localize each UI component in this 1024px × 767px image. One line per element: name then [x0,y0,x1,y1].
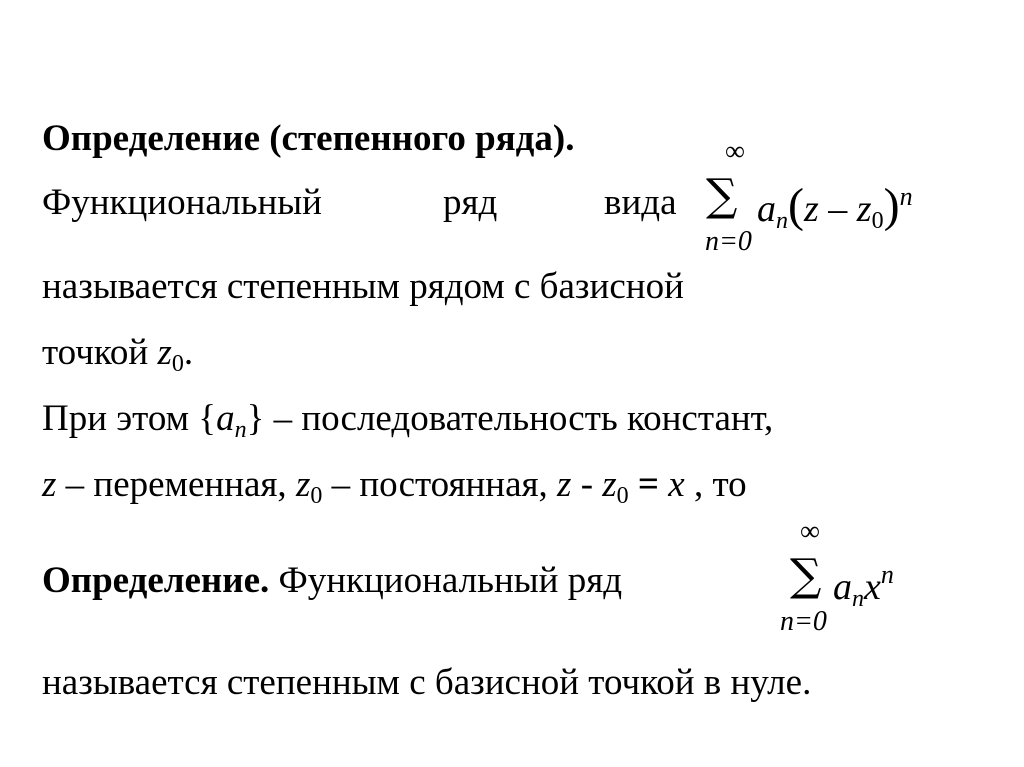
sum-symbol: ∑ [706,170,738,221]
definition-2-line1 [42,562,622,599]
l2-z0: z [295,464,311,505]
definition-1-title: Определение (степенного ряда). [42,118,575,159]
sum2-symbol: ∑ [790,550,822,601]
def1-line4 [42,334,193,376]
var-z: z [803,188,819,230]
power-series-formula [703,138,943,258]
sum2-upper-limit: ∞ [800,516,820,547]
l2-x: x [668,464,685,505]
explain-line1 [42,400,773,442]
explain-p1: При этом { [42,398,217,439]
coef2-a: a [833,566,852,608]
power2-n: n [880,560,894,589]
def1-line4-var: z [157,332,172,373]
explain-line2 [42,466,747,508]
var-z0: z [856,188,872,230]
def1-word-form: вида [604,182,677,223]
var-z0-index: 0 [871,208,884,234]
def1-word-functional: Функциональный [42,182,322,223]
l2-eq: = [628,464,669,505]
l2-minus: - [571,464,603,505]
l2-z0-b-index: 0 [616,483,629,509]
coef-a-index: n [776,208,788,234]
def1-line4-end: . [183,332,194,373]
l2-z-b: z [557,464,572,505]
sum2-lower-limit: n=0 [780,606,827,637]
sum-lower-limit: n=0 [705,226,752,257]
l2-t1: – переменная, [56,464,296,505]
l2-z: z [42,464,57,505]
l2-t2: – постоянная, [322,464,558,505]
def1-line4-text: точкой [42,332,158,373]
definition-2-title: Определение. [42,560,270,601]
series-term [757,179,913,234]
explain-a-index: n [234,417,247,443]
right-paren: ) [883,179,900,232]
series2-term [833,562,894,611]
coef2-a-index: n [852,586,864,612]
var-x: x [864,566,881,608]
def1-word-series: ряд [443,182,498,223]
l2-end: , то [684,464,747,505]
definition-2-text: Функциональный ряд [269,560,623,601]
sum-upper-limit: ∞ [725,136,745,167]
zero-based-series-formula [778,518,948,638]
explain-a: a [216,398,235,439]
explain-p1-end: } – последовательность констант, [246,398,774,439]
definition-2-line2: называется степенным с базисной точкой в нуле. [42,662,812,703]
minus-sign: – [818,188,857,230]
left-paren: ( [788,179,804,232]
def1-line3: называется степенным рядом с базисной [42,266,684,307]
l2-z0-b: z [602,464,617,505]
power-n: n [899,182,913,211]
l2-z0-index: 0 [310,483,323,509]
def1-line4-sub: 0 [171,351,184,377]
coef-a: a [757,188,776,230]
